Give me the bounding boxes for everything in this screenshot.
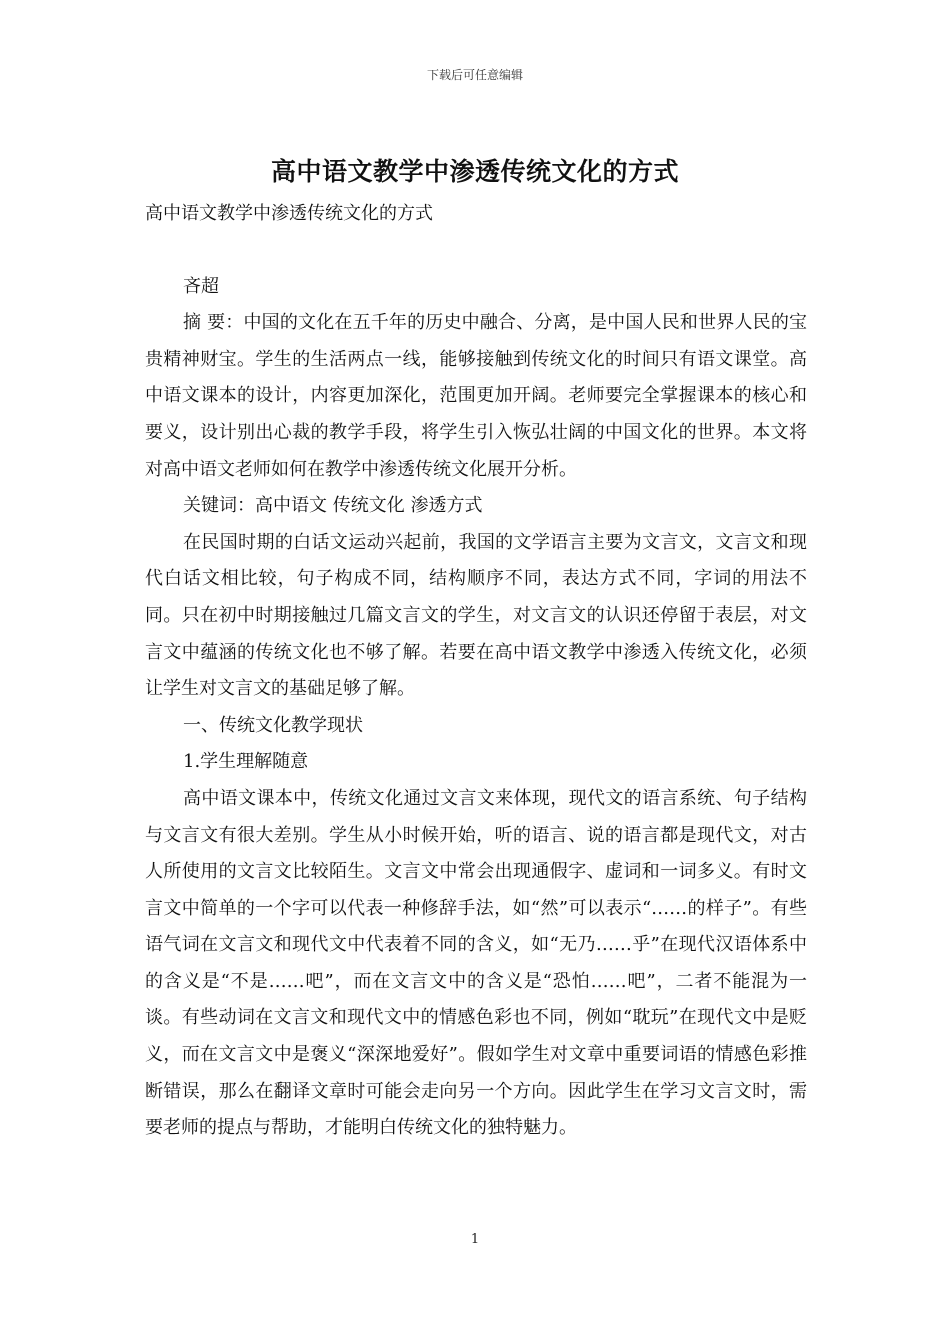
subsection-heading-1: 1.学生理解随意: [183, 751, 309, 773]
author-name: 吝超: [183, 275, 219, 297]
document-subtitle: 高中语文教学中渗透传统文化的方式: [145, 203, 433, 224]
subsection-1-paragraph: 高中语文课本中，传统文化通过文言文来体现，现代文的语言系统、句子结构与文言文有很大差别。学生从小时候开始，听的语言、说的语言都是现代文，对古人所使用的文言文比较陌生。文言文中常会出现通假字、虚词和一词多义。有时文言文中简单的一个字可以代表一种修辞手法，如“然”可以表示“……的样子”。有些语气词在文言文和现代文中代表着不同的含义，如“无乃……乎”在现代汉语体系中的含义是“不是……吧”，而在文言文中的含义是“恐怕……吧”，二者不能混为一谈。有些动词在文言文和现代文中的情感色彩也不同，例如“耽玩”在现代文中是贬义，而在文言文中是褒义“深深地爱好”。假如学生对文章中重要词语的情感色彩推断错误，那么在翻译文章时可能会走向另一个方向。因此学生在学习文言文时，需要老师的提点与帮助，才能明白传统文化的独特魅力。: [145, 787, 807, 1139]
keywords-line: 关键词：高中语文 传统文化 渗透方式: [183, 495, 483, 517]
document-body: [145, 196, 807, 1147]
page-number: 1: [470, 1232, 480, 1247]
intro-paragraph: 在民国时期的白话文运动兴起前，我国的文学语言主要为文言文，文言文和现代白话文相比较，句子构成不同，结构顺序不同，表达方式不同，字词的用法不同。只在初中时期接触过几篇文言文的学生，对文言文的认识还停留于表层，对文言文中蕴涵的传统文化也不够了解。若要在高中语文教学中渗透入传统文化，必须让学生对文言文的基础足够了解。: [145, 531, 807, 700]
section-heading-1: 一、传统文化教学现状: [183, 714, 363, 736]
header-note: 下载后可任意编辑: [426, 68, 523, 82]
abstract-paragraph: 摘 要：中国的文化在五千年的历史中融合、分离，是中国人民和世界人民的宝贵精神财宝。学生的生活两点一线，能够接触到传统文化的时间只有语文课堂。高中语文课本的设计，内容更加深化，范围更加开阔。老师要完全掌握课本的核心和要义，设计别出心裁的教学手段，将学生引入恢弘壮阔的中国文化的世界。本文将对高中语文老师如何在教学中渗透传统文化展开分析。: [145, 312, 807, 480]
document-title: 高中语文教学中渗透传统文化的方式: [270, 157, 679, 186]
